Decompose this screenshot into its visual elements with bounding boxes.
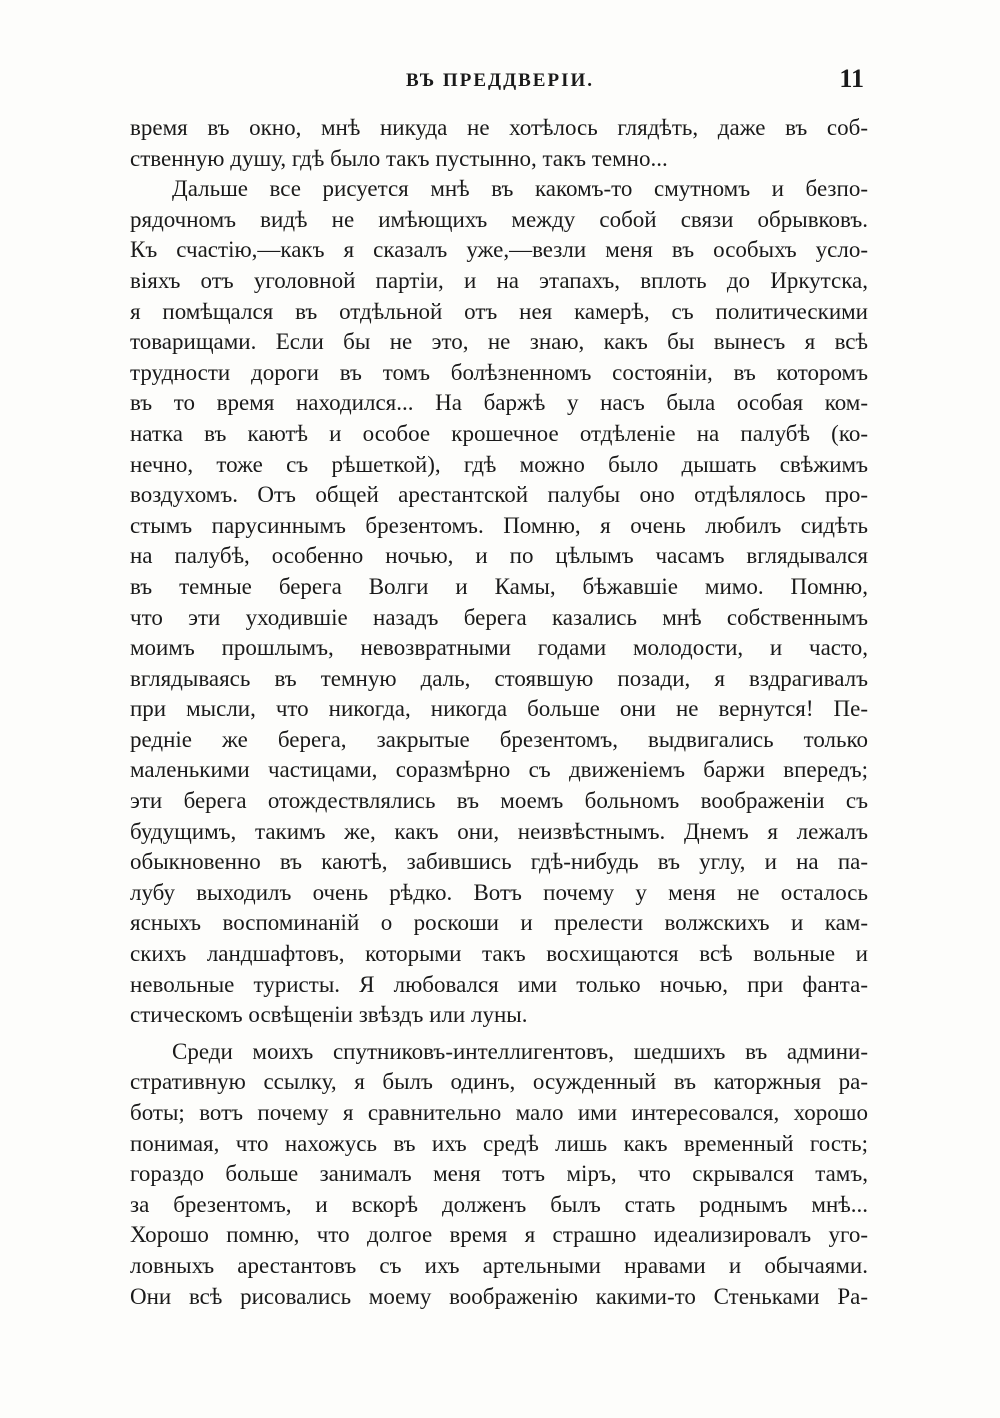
text-line: редніе же берега, закрытые брезентомъ, выдвигались только <box>130 726 868 752</box>
paragraph <box>130 113 868 174</box>
text-line: будущимъ, такимъ же, какъ они, неизвѣстнымъ. Днемъ я лежалъ <box>130 818 868 844</box>
text-line: вглядываясь въ темную даль, стоявшую позади, я вздрагивалъ <box>130 665 868 691</box>
text-line: ясныхъ воспоминаній о роскоши и прелести волжскихъ и кам- <box>130 910 868 936</box>
text-line: эти берега отождествлялись въ моемъ больномъ воображеніи съ <box>130 788 868 814</box>
page-number: 11 <box>839 64 864 93</box>
text-line: воздухомъ. Отъ общей арестантской палубы оно отдѣлялось про- <box>130 482 868 508</box>
text-line: стическомъ освѣщеніи звѣздъ или луны. <box>130 1002 528 1028</box>
text-line: при мысли, что никогда, никогда больше они не вернутся! Пе- <box>130 696 868 722</box>
text-line: боты; вотъ почему я сравнительно мало ими интересовался, хорошо <box>130 1100 868 1125</box>
text-line: натка въ каютѣ и особое крошечное отдѣленіе на палубѣ (ко- <box>130 420 868 446</box>
text-line: что эти уходившіе назадъ берега казались мнѣ собственнымъ <box>130 604 868 630</box>
text-line: скихъ ландшафтовъ, которыми такъ восхищаются всѣ вольные и <box>130 941 868 967</box>
text-line: рядочномъ видѣ не имѣющихъ между собой связи обрывковъ. <box>130 206 868 232</box>
text-line: гораздо больше занималъ меня тотъ міръ, что скрывался тамъ, <box>130 1161 868 1187</box>
text-line: лубу выходилъ очень рѣдко. Вотъ почему у меня не осталось <box>130 879 868 905</box>
text-line: понимая, что нахожусь въ ихъ средѣ лишь какъ временный гость; <box>130 1130 868 1156</box>
text-line: Среди моихъ спутниковъ-интеллигентовъ, шедшихъ въ админи- <box>172 1038 868 1064</box>
text-line: время въ окно, мнѣ никуда не хотѣлось глядѣть, даже въ соб- <box>130 115 868 140</box>
text-line: я помѣщался въ отдѣльной отъ нея камерѣ, съ политическими <box>130 298 868 324</box>
text-line: обыкновенно въ каютѣ, забившись гдѣ-нибудь въ углу, и на па- <box>130 849 868 875</box>
text-line: нечно, тоже съ рѣшеткой), гдѣ можно было дышать свѣжимъ <box>130 451 868 477</box>
text-line: Хорошо помню, что долгое время я страшно идеализировалъ уго- <box>130 1222 868 1248</box>
text-line: за брезентомъ, и вскорѣ долженъ былъ стать роднымъ мнѣ... <box>130 1191 868 1217</box>
text-line: въ темные берега Волги и Камы, бѣжавшіе мимо. Помню, <box>130 573 868 599</box>
text-line: невольные туристы. Я любовался ими только ночью, при фанта- <box>130 971 868 997</box>
text-line: Они всѣ рисовались моему воображенію какими-то Стеньками Ра- <box>130 1283 868 1309</box>
text-line: трудности дороги въ томъ болѣзненномъ состояніи, въ которомъ <box>130 359 868 385</box>
running-head <box>130 64 870 100</box>
paragraph <box>130 174 868 1031</box>
text-line: товарищами. Если бы не это, не знаю, какъ бы вынесъ я всѣ <box>130 329 868 355</box>
text-line: Къ счастію,—какъ я сказалъ уже,—везли меня въ особыхъ усло- <box>130 237 868 263</box>
body-text <box>130 113 868 1312</box>
paragraph <box>130 1037 868 1312</box>
text-line: ловныхъ арестантовъ съ ихъ артельными нравами и обычаями. <box>130 1252 868 1278</box>
text-line: въ то время находился... На баржѣ у насъ была особая ком- <box>130 390 868 416</box>
text-line: Дальше все рисуется мнѣ въ какомъ-то смутномъ и безпо- <box>172 176 868 202</box>
text-line: ственную душу, гдѣ было такъ пустынно, такъ темно... <box>130 145 668 171</box>
text-line: стративную ссылку, я былъ одинъ, осужденный въ каторжныя ра- <box>130 1069 868 1095</box>
running-title: ВЪ ПРЕДДВЕРІИ. <box>405 70 595 91</box>
text-line: маленькими частицами, соразмѣрно съ движеніемъ баржи впередъ; <box>130 757 868 783</box>
text-line: віяхъ отъ уголовной партіи, и на этапахъ, вплоть до Иркутска, <box>130 267 868 293</box>
text-line: стымъ парусиннымъ брезентомъ. Помню, я очень любилъ сидѣть <box>130 512 868 538</box>
text-line: на палубѣ, особенно ночью, и по цѣлымъ часамъ вглядывался <box>130 543 868 569</box>
text-line: моимъ прошлымъ, невозвратными годами молодости, и часто, <box>130 635 868 661</box>
